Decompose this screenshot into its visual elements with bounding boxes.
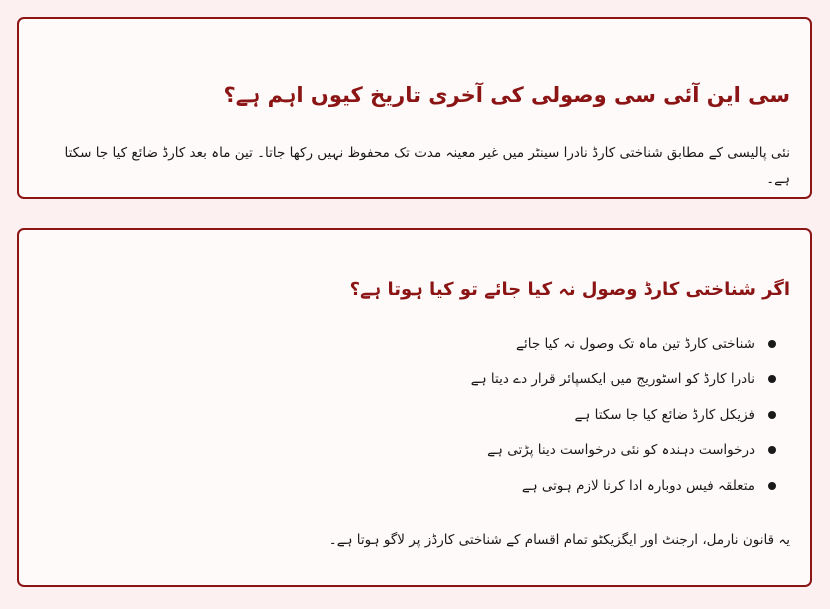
list-item: [39, 433, 776, 469]
list-item-text: فزیکل کارڈ ضائع کیا جا سکتا ہے: [574, 406, 755, 423]
card-paragraph: نئی پالیسی کے مطابق شناختی کارڈ نادرا سینٹر میں غیر معینہ مدت تک محفوظ نہیں رکھا جاتا۔ تین ماہ بعد کارڈ ضائع کیا جا سکتا ہے۔: [64, 145, 790, 187]
list-item: [39, 397, 776, 433]
list-item: [39, 326, 776, 362]
card-title: سی این آئی سی وصولی کی آخری تاریخ کیوں اہم ہے؟: [223, 83, 790, 107]
list-item: [39, 468, 776, 504]
card-footer-note: یہ قانون نارمل، ارجنٹ اور ایگزیکٹو تمام اقسام کے شناختی کارڈز پر لاگو ہوتا ہے۔: [328, 531, 790, 548]
list-item: [39, 362, 776, 398]
bullet-icon: [768, 446, 776, 454]
list-item-text: درخواست دہندہ کو نئی درخواست دینا پڑتی ہے: [487, 442, 755, 459]
consequences-list: [39, 326, 790, 504]
bullet-icon: [768, 340, 776, 348]
deadline-importance-card: [17, 17, 812, 199]
list-item-text: متعلقہ فیس دوبارہ ادا کرنا لازم ہوتی ہے: [521, 477, 755, 494]
card-title: اگر شناختی کارڈ وصول نہ کیا جائے تو کیا ہوتا ہے؟: [349, 279, 790, 300]
bullet-icon: [768, 482, 776, 490]
uncollected-card-consequences-card: [17, 228, 812, 587]
list-item-text: شناختی کارڈ تین ماہ تک وصول نہ کیا جائے: [516, 335, 755, 352]
list-item-text: نادرا کارڈ کو اسٹوریج میں ایکسپائر قرار دے دیتا ہے: [470, 371, 755, 388]
bullet-icon: [768, 375, 776, 383]
bullet-icon: [768, 411, 776, 419]
